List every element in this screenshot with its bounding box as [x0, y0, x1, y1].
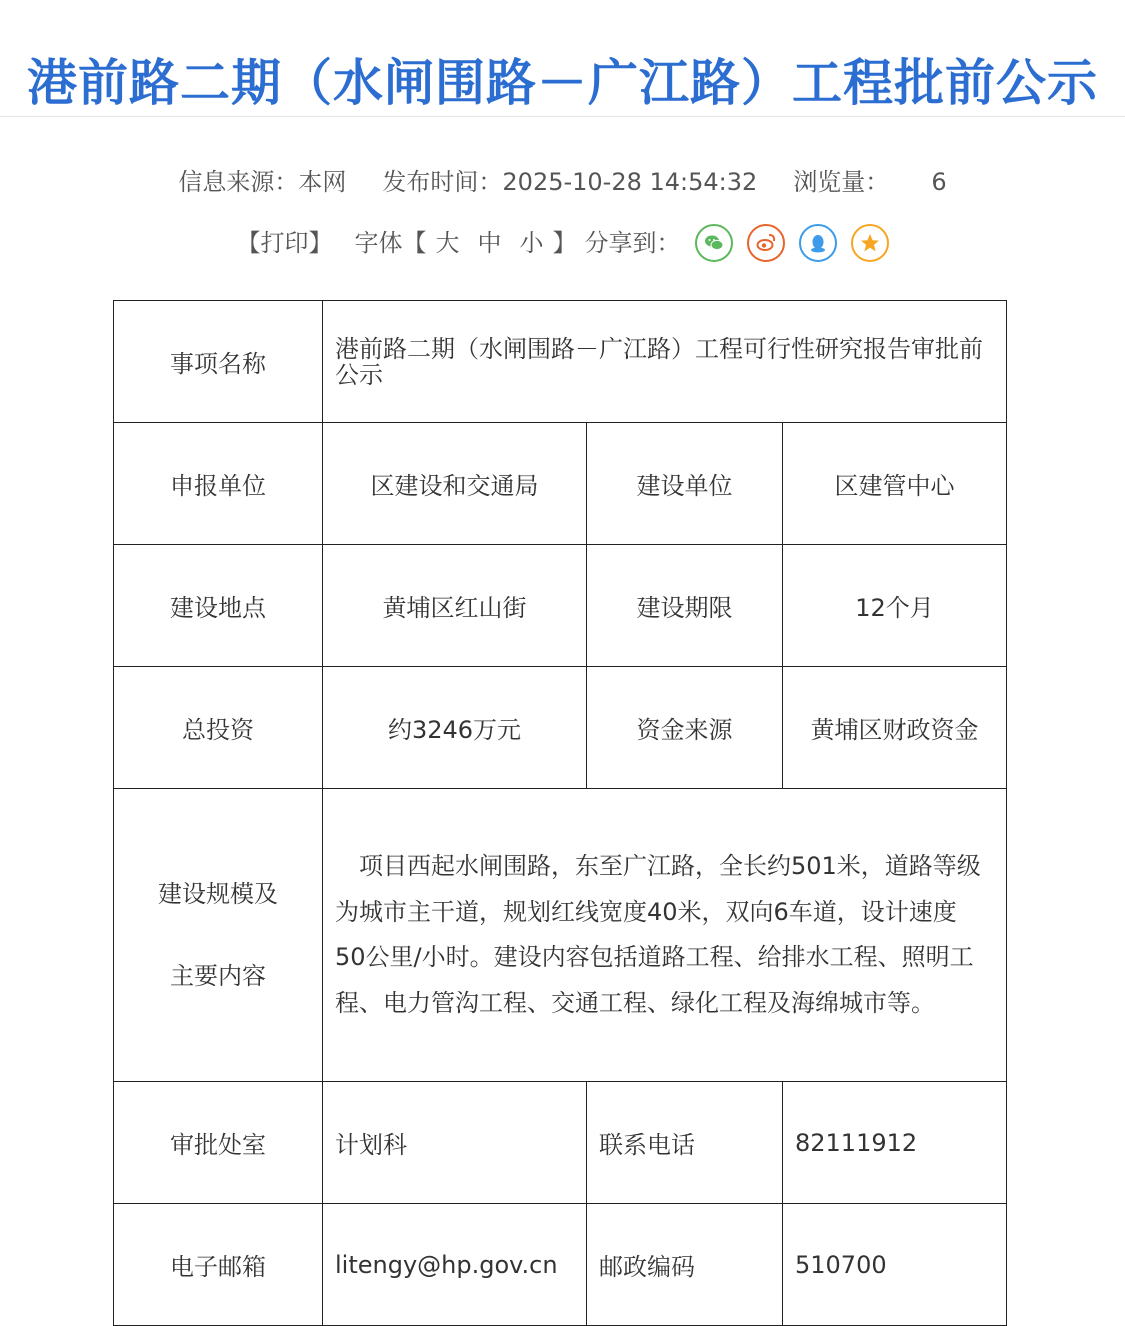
applicant-value: 区建设和交通局 [323, 423, 587, 545]
table-row [114, 1082, 1007, 1204]
table-row [114, 545, 1007, 667]
publish-time-value: 2025-10-28 14:54:32 [502, 168, 758, 196]
share-label: 分享到： [584, 229, 681, 257]
email-label: 电子邮箱 [114, 1204, 323, 1326]
builder-value: 区建管中心 [783, 423, 1007, 545]
phone-value: 82111912 [783, 1082, 1007, 1204]
table-row [114, 1204, 1007, 1326]
wechat-icon[interactable] [695, 224, 733, 262]
location-value: 黄埔区红山街 [323, 545, 587, 667]
item-name-label: 事项名称 [114, 301, 323, 423]
weibo-icon[interactable] [747, 224, 785, 262]
email-value[interactable]: litengy@hp.gov.cn [323, 1204, 587, 1326]
approval-info-table [113, 300, 1007, 1326]
funding-label: 资金来源 [587, 667, 783, 789]
views-count: 6 [931, 168, 947, 196]
qq-icon[interactable] [799, 224, 837, 262]
dept-value: 计划科 [323, 1082, 587, 1204]
scale-value: 项目西起水闸围路，东至广江路，全长约501米，道路等级为城市主干道，规划红线宽度40米，双向6车道，设计速度50公里/小时。建设内容包括道路工程、给排水工程、照明工程、电力管沟工程、交通工程、绿化工程及海绵城市等。 [323, 789, 1007, 1082]
source-label: 信息来源： [178, 168, 299, 196]
postcode-label: 邮政编码 [587, 1204, 783, 1326]
article-tools [0, 222, 1125, 263]
views-label: 浏览量： [793, 168, 890, 196]
font-size-label: 字体【 [354, 229, 427, 257]
postcode-value: 510700 [783, 1204, 1007, 1326]
scale-label-line1: 建设规模及 [158, 880, 278, 908]
title-divider [0, 116, 1125, 117]
source-value: 本网 [298, 168, 347, 196]
location-label: 建设地点 [114, 545, 323, 667]
qzone-icon[interactable] [851, 224, 889, 262]
period-value: 12个月 [783, 545, 1007, 667]
page-title: 港前路二期（水闸围路－广江路）工程批前公示 [27, 53, 1098, 112]
investment-value: 约3246万元 [323, 667, 587, 789]
item-name-value: 港前路二期（水闸围路－广江路）工程可行性研究报告审批前公示 [323, 301, 1007, 423]
applicant-label: 申报单位 [114, 423, 323, 545]
print-button[interactable]: 【打印】 [236, 229, 333, 257]
font-large-button[interactable]: 大 [435, 229, 460, 257]
dept-label: 审批处室 [114, 1082, 323, 1204]
table-row [114, 789, 1007, 1082]
table-row [114, 423, 1007, 545]
funding-value: 黄埔区财政资金 [783, 667, 1007, 789]
scale-label-line2: 主要内容 [170, 962, 266, 990]
table-row [114, 301, 1007, 423]
scale-label [114, 789, 323, 1082]
table-row [114, 667, 1007, 789]
phone-label: 联系电话 [587, 1082, 783, 1204]
publish-time-label: 发布时间： [382, 168, 503, 196]
period-label: 建设期限 [587, 545, 783, 667]
builder-label: 建设单位 [587, 423, 783, 545]
article-meta [0, 164, 1125, 200]
font-small-button[interactable]: 小 [519, 229, 544, 257]
investment-label: 总投资 [114, 667, 323, 789]
font-medium-button[interactable]: 中 [477, 229, 502, 257]
font-size-close: 】 [552, 229, 577, 257]
